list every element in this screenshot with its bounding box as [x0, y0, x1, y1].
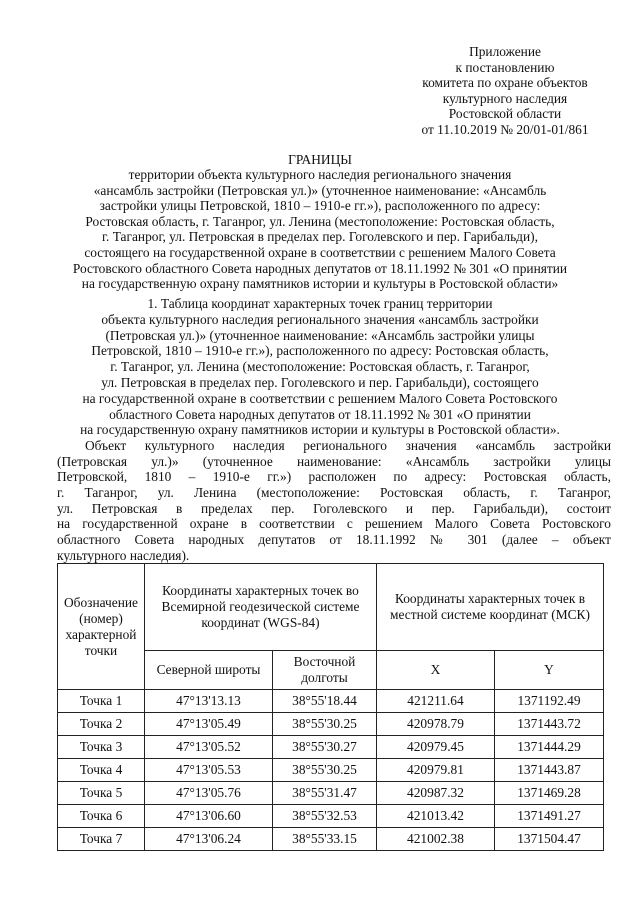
annex-line: Приложение [469, 44, 541, 59]
paragraph-line: областного Совета народных депутатов от 18.11.1992 № 301 (далее – объект [57, 532, 611, 548]
latitude-cell: 47°13'06.24 [145, 828, 273, 851]
y-cell: 1371491.27 [495, 805, 604, 828]
x-cell: 420979.45 [377, 736, 495, 759]
table-heading-line: Петровской, 1810 – 1910-е гг.»), расположенного по адресу: Ростовская область, [91, 343, 549, 359]
point-cell: Точка 4 [58, 759, 145, 782]
longitude-header: Восточной долготы [273, 651, 377, 690]
point-cell: Точка 7 [58, 828, 145, 851]
point-cell: Точка 5 [58, 782, 145, 805]
point-cell: Точка 1 [58, 690, 145, 713]
x-cell: 420979.81 [377, 759, 495, 782]
paragraph-line: Объект культурного наследия регионального значения «ансамбль застройки [85, 438, 611, 453]
table-heading-line: областного Совета народных депутатов от 18.11.1992 № 301 «О принятии [109, 406, 531, 422]
x-cell: 421013.42 [377, 805, 495, 828]
subtitle-line: состоящего на государственной охране в соответствии с решением Малого Совета [84, 244, 556, 260]
table-row [58, 759, 604, 782]
coordinates-table [57, 563, 604, 851]
longitude-cell: 38°55'31.47 [273, 782, 377, 805]
subtitle-line: Ростовского областного Совета народных депутатов от 18.11.1992 № 301 «О принятии [72, 260, 568, 276]
x-cell: 420987.32 [377, 782, 495, 805]
table-row [58, 690, 604, 713]
longitude-cell: 38°55'30.25 [273, 713, 377, 736]
paragraph-line: культурного наследия). [57, 547, 190, 563]
y-cell: 1371443.87 [495, 759, 604, 782]
subtitle-line: г. Таганрог, ул. Петровская в пределах пер. Гоголевского и пер. Гарибальди), [102, 229, 538, 245]
annex-line: к постановлению [455, 59, 555, 75]
table-heading-line: на государственную охрану памятников истории и культуры в Ростовской области». [80, 422, 560, 438]
y-header: Y [495, 651, 604, 690]
table-heading-line: на государственной охране в соответствии с решением Малого Совета Ростовского [82, 390, 558, 406]
paragraph-line: г. Таганрог, ул. Ленина (местоположение: Ростовская область, г. Таганрог, [57, 485, 611, 501]
y-cell: 1371192.49 [495, 690, 604, 713]
y-cell: 1371444.29 [495, 736, 604, 759]
table-heading-line: ул. Петровская в пределах пер. Гоголевского и пер. Гарибальди), состоящего [101, 374, 539, 390]
latitude-cell: 47°13'05.52 [145, 736, 273, 759]
y-cell: 1371469.28 [495, 782, 604, 805]
table-row [58, 713, 604, 736]
longitude-cell: 38°55'18.44 [273, 690, 377, 713]
wgs84-group-header: Координаты характерных точек во Всемирной геодезической системе координат (WGS-84) [145, 564, 377, 651]
table-header-row [58, 564, 604, 651]
table-row [58, 828, 604, 851]
subtitle-line: Ростовская область, г. Таганрог, ул. Ленина (местоположение: Ростовская область, [85, 213, 555, 229]
paragraph-line: на государственной охране в соответствии с решением Малого Совета Ростовского [57, 516, 611, 532]
table-row [58, 736, 604, 759]
y-cell: 1371443.72 [495, 713, 604, 736]
paragraph-line: (Петровская ул.)» (уточненное наименование: «Ансамбль застройки улицы [57, 453, 611, 469]
document-subtitle [30, 167, 610, 292]
longitude-cell: 38°55'33.15 [273, 828, 377, 851]
longitude-cell: 38°55'32.53 [273, 805, 377, 828]
body-paragraph [57, 438, 611, 564]
point-cell: Точка 6 [58, 805, 145, 828]
point-column-header: Обозначение (номер) характерной точки [58, 564, 145, 690]
table-heading-line: объекта культурного наследия регионального значения «ансамбль застройки [101, 311, 539, 327]
longitude-cell: 38°55'30.27 [273, 736, 377, 759]
y-cell: 1371504.47 [495, 828, 604, 851]
point-cell: Точка 2 [58, 713, 145, 736]
annex-line: Ростовской области [448, 106, 562, 122]
longitude-cell: 38°55'30.25 [273, 759, 377, 782]
point-cell: Точка 3 [58, 736, 145, 759]
annex-line: комитета по охране объектов [422, 75, 588, 91]
subtitle-line: «ансамбль застройки (Петровская ул.)» (уточненное наименование: «Ансамбль [93, 182, 547, 198]
table-row [58, 782, 604, 805]
x-cell: 421002.38 [377, 828, 495, 851]
x-header: X [377, 651, 495, 690]
latitude-cell: 47°13'05.49 [145, 713, 273, 736]
paragraph-line: ул. Петровская в пределах пер. Гоголевского и пер. Гарибальди), состоит [57, 500, 611, 516]
table-heading [30, 296, 610, 438]
x-cell: 420978.79 [377, 713, 495, 736]
table-row [58, 805, 604, 828]
annex-block [380, 44, 630, 138]
document-title: ГРАНИЦЫ [288, 152, 352, 167]
latitude-cell: 47°13'06.60 [145, 805, 273, 828]
annex-line: культурного наследия [442, 90, 568, 106]
latitude-cell: 47°13'05.76 [145, 782, 273, 805]
annex-line: от 11.10.2019 № 20/01-01/861 [421, 121, 589, 137]
msk-group-header: Координаты характерных точек в местной системе координат (МСК) [377, 564, 604, 651]
paragraph-line: Петровской, 1810 – 1910-е гг.») расположен по адресу: Ростовская область, [57, 469, 611, 485]
subtitle-line: на государственную охрану памятников истории и культуры в Ростовской области» [81, 276, 559, 292]
table-heading-line: г. Таганрог, ул. Ленина (местоположение: Ростовская область, г. Таганрог, [110, 359, 530, 375]
x-cell: 421211.64 [377, 690, 495, 713]
table-heading-line: (Петровская ул.)» (уточненное наименование: «Ансамбль застройки улицы [105, 327, 535, 343]
subtitle-line: застройки улицы Петровской, 1810 – 1910-е гг.»), расположенного по адресу: [99, 198, 541, 214]
subtitle-line: территории объекта культурного наследия регионального значения [128, 167, 512, 182]
latitude-cell: 47°13'05.53 [145, 759, 273, 782]
latitude-cell: 47°13'13.13 [145, 690, 273, 713]
table-heading-line: 1. Таблица координат характерных точек границ территории [147, 296, 493, 311]
latitude-header: Северной широты [145, 651, 273, 690]
